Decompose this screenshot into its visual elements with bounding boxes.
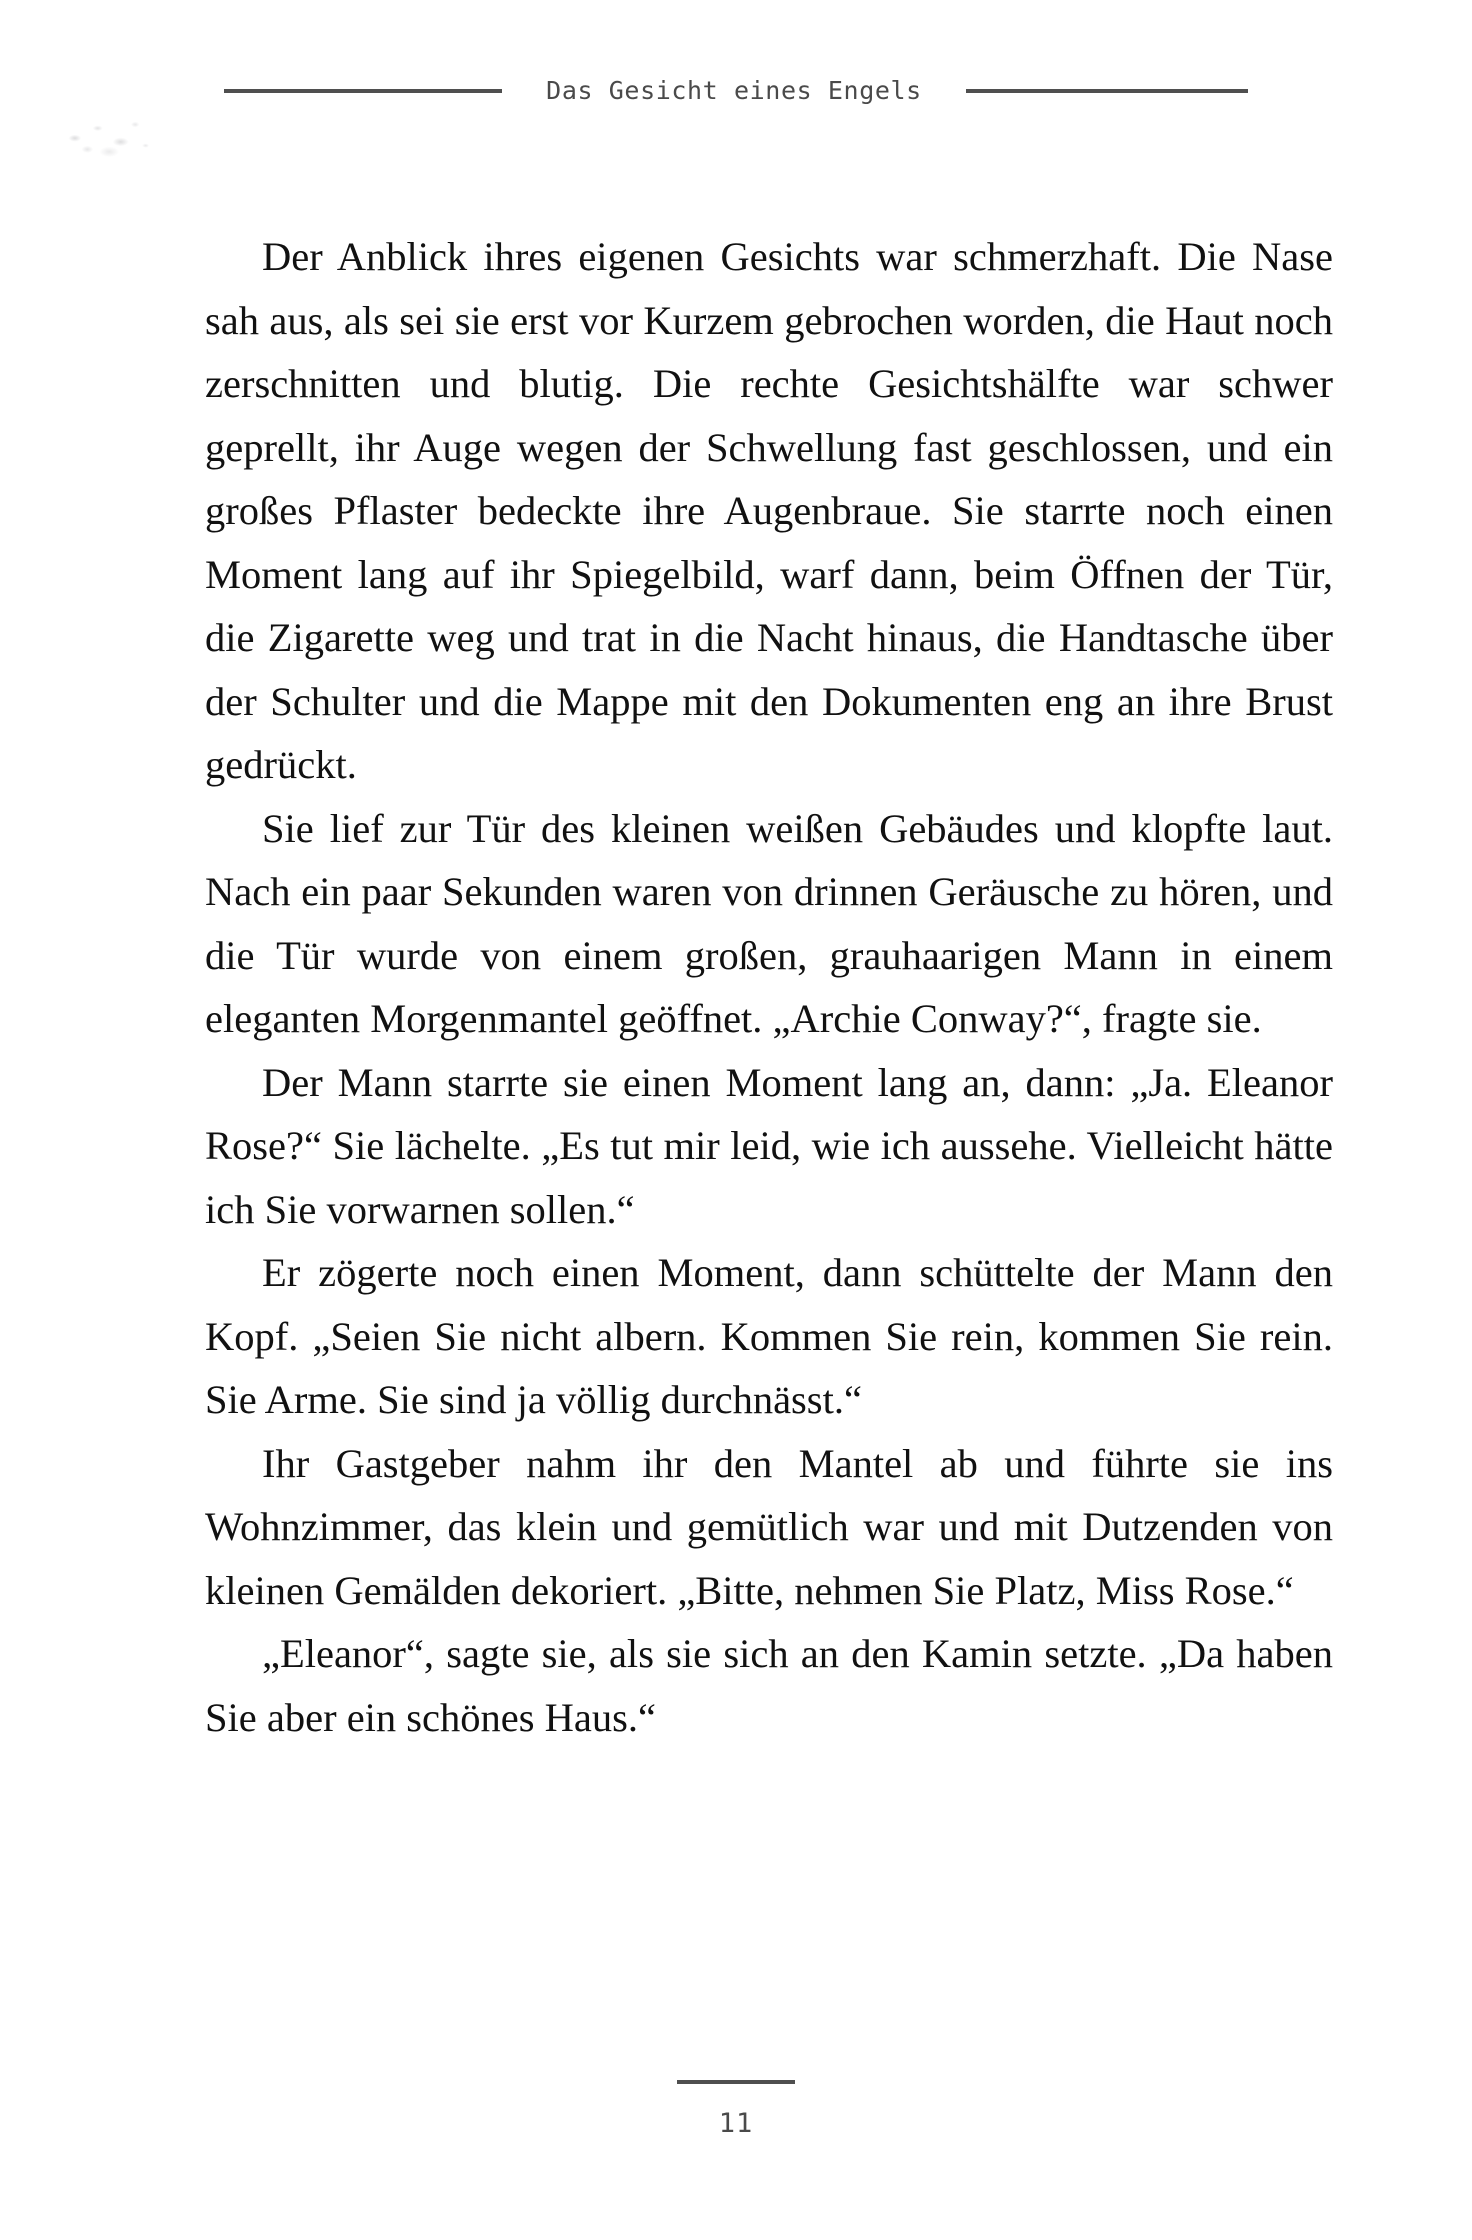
paragraph: Sie lief zur Tür des kleinen weißen Gebäudes und klopfte laut. Nach ein paar Sekunden waren von drinnen Geräusche zu hören, und die Tür wurde von einem großen, grauhaarigen Mann in einem eleganten Morgenmantel geöffnet. „Archie Conway?“, fragte sie. [205, 805, 1333, 1041]
running-head-title: Das Gesicht eines Engels [546, 76, 922, 105]
folio-rule [677, 2080, 795, 2084]
paragraph: Ihr Gastgeber nahm ihr den Mantel ab und führte sie ins Wohnzimmer, das klein und gemütlich war und mit Dutzenden von kleinen Gemälden dekoriert. „Bitte, nehmen Sie Platz, Miss Rose.“ [205, 1440, 1333, 1613]
running-head-rule-right [966, 89, 1248, 93]
paragraph: Der Mann starrte sie einen Moment lang an, dann: „Ja. Eleanor Rose?“ Sie lächelte. „Es tut mir leid, wie ich aussehe. Vielleicht hätte ich Sie vorwarnen sollen.“ [205, 1059, 1333, 1232]
running-head-rule-left [224, 89, 502, 93]
paragraph: Der Anblick ihres eigenen Gesichts war schmerzhaft. Die Nase sah aus, als sei sie erst vor Kurzem gebrochen worden, die Haut noch zerschnitten und blutig. Die rechte Gesichtshälfte war schwer geprellt, ihr Auge wegen der Schwellung fast geschlossen, und ein großes Pflaster bedeckte ihre Augenbraue. Sie starrte noch einen Moment lang auf ihr Spiegelbild, warf dann, beim Öffnen der Tür, die Zigarette weg und trat in die Nacht hinaus, die Handtasche über der Schulter und die Mappe mit den Dokumenten eng an ihre Brust gedrückt. [205, 234, 1333, 787]
paragraph: „Eleanor“, sagte sie, als sie sich an den Kamin setzte. „Da haben Sie aber ein schönes Haus.“ [205, 1631, 1333, 1740]
folio [0, 2080, 1472, 2137]
scan-artifact-smudge [52, 96, 156, 158]
body-text-block [205, 225, 1333, 1749]
running-head [0, 78, 1472, 103]
page-number: 11 [718, 2108, 754, 2139]
paragraph: Er zögerte noch einen Moment, dann schüttelte der Mann den Kopf. „Seien Sie nicht albern. Kommen Sie rein, kommen Sie rein. Sie Arme. Sie sind ja völlig durchnässt.“ [205, 1250, 1333, 1422]
